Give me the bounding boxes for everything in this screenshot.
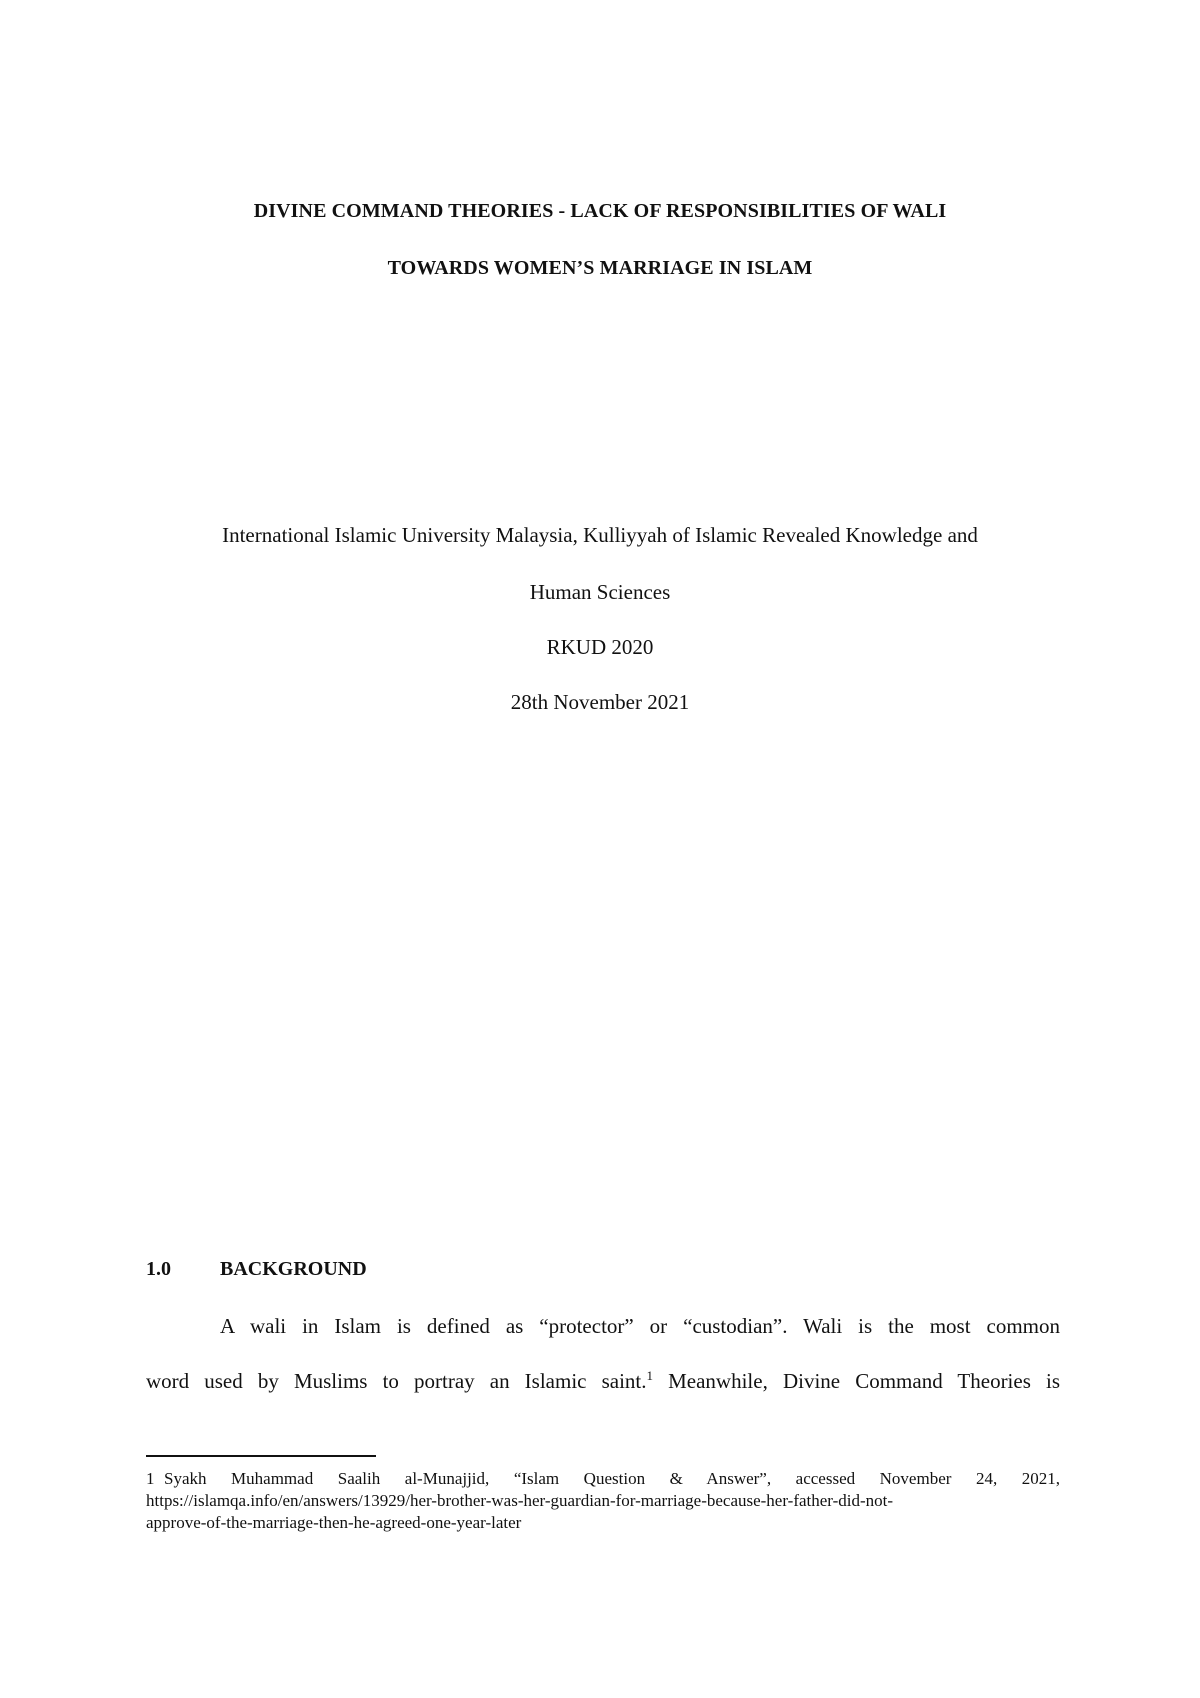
affiliation-line-1: International Islamic University Malaysia, Kulliyyah of Islamic Revealed Knowledge and xyxy=(222,523,978,547)
footnote-separator xyxy=(146,1455,376,1457)
section-title: BACKGROUND xyxy=(220,1258,367,1280)
paragraph-line-2-text: word used by Muslims to portray an Islamic saint. xyxy=(146,1369,647,1393)
footnote-citation: Syakh Muhammad Saalih al-Munajjid, “Islam Question & Answer”, accessed November 24, 2021, xyxy=(164,1469,1060,1488)
footnote-line-1 xyxy=(146,1468,1060,1490)
course-code: RKUD 2020 xyxy=(546,635,654,659)
section-heading xyxy=(146,1258,367,1281)
document-date: 28th November 2021 xyxy=(510,690,690,714)
footnote-url-line-1[interactable]: https://islamqa.info/en/answers/13929/her-brother-was-her-guardian-for-marriage-because-her-father-did-not- xyxy=(146,1491,894,1510)
affiliation-line-2: Human Sciences xyxy=(529,580,671,604)
title-line-1: DIVINE COMMAND THEORIES - LACK OF RESPONSIBILITIES OF WALI xyxy=(253,200,947,222)
footnote-number: 1 xyxy=(146,1469,155,1488)
paragraph-line-2 xyxy=(146,1369,1060,1394)
footnote-url-line-2[interactable]: approve-of-the-marriage-then-he-agreed-one-year-later xyxy=(146,1513,522,1532)
footnote xyxy=(146,1468,1060,1534)
title-line-2: TOWARDS WOMEN’S MARRIAGE IN ISLAM xyxy=(387,257,813,279)
paragraph-line-2-rest: Meanwhile, Divine Command Theories is xyxy=(653,1369,1060,1393)
section-number: 1.0 xyxy=(146,1258,171,1280)
footnote-reference[interactable]: 1 xyxy=(646,1368,654,1383)
paragraph-line-1: A wali in Islam is defined as “protector” or “custodian”. Wali is the most common xyxy=(220,1314,1060,1338)
